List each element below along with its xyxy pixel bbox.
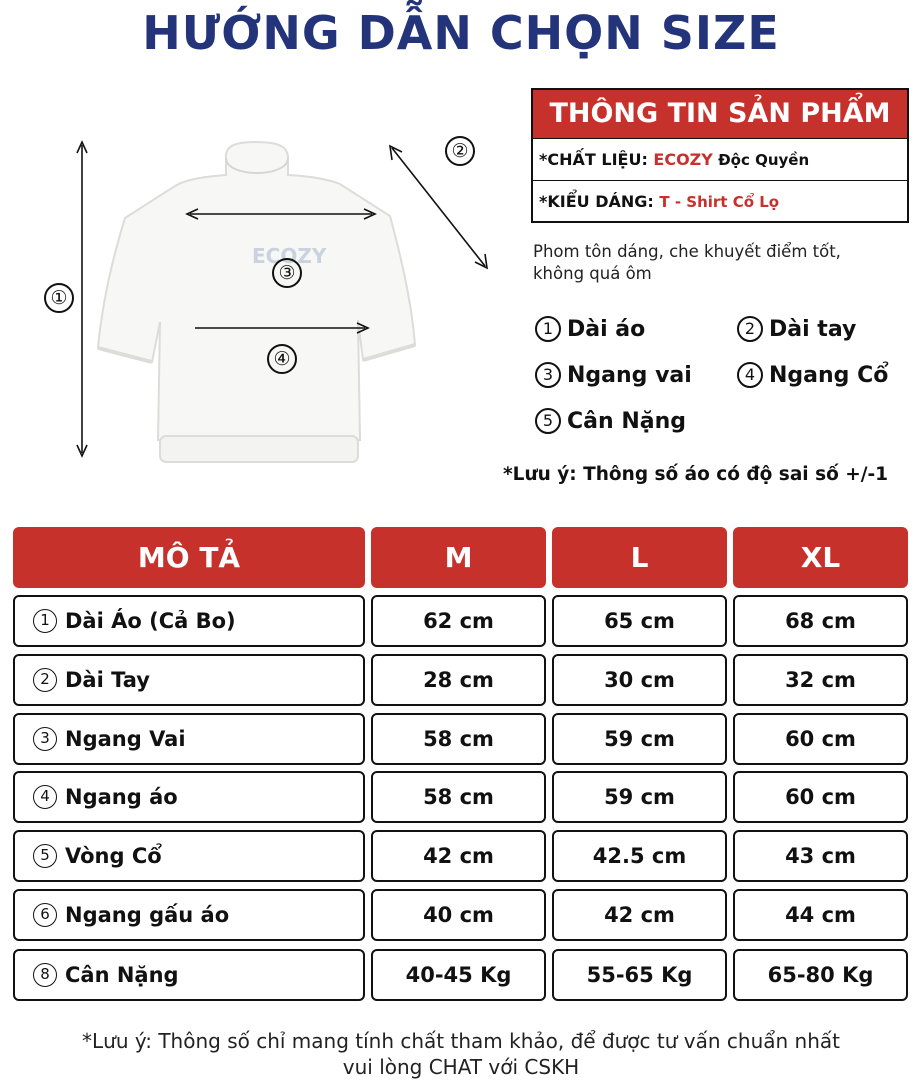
legend-item-3: 3 Ngang vai: [535, 362, 692, 388]
legend-item-5: 5 Cân Nặng: [535, 408, 686, 434]
shirt-logo: ECOZY: [252, 244, 327, 268]
size-value-cell: 59 cm: [552, 713, 727, 765]
size-value-cell: 43 cm: [733, 830, 908, 882]
header-description: MÔ TẢ: [13, 527, 365, 588]
legend-item-4: 4 Ngang Cổ: [737, 362, 888, 388]
row-number-icon: 1: [33, 609, 57, 633]
row-number-icon: 6: [33, 903, 57, 927]
material-suffix: Độc Quyền: [712, 151, 810, 169]
marker-1: ①: [44, 283, 74, 313]
row-label: [13, 654, 365, 706]
material-row: [533, 138, 907, 180]
size-value-cell: 40-45 Kg: [371, 949, 546, 1001]
row-label-text: Cân Nặng: [65, 963, 179, 987]
row-number-icon: 3: [33, 727, 57, 751]
style-row: [533, 180, 907, 222]
product-info-box: [531, 88, 909, 223]
header-size-xl: XL: [733, 527, 908, 588]
size-value-cell: 28 cm: [371, 654, 546, 706]
row-label: [13, 595, 365, 647]
style-label: *KIỂU DÁNG:: [539, 192, 660, 211]
tolerance-note: *Lưu ý: Thông số áo có độ sai số +/-1: [503, 464, 889, 485]
row-label-text: Dài Tay: [65, 668, 150, 692]
size-value-cell: 44 cm: [733, 889, 908, 941]
row-number-icon: 4: [33, 785, 57, 809]
size-value-cell: 40 cm: [371, 889, 546, 941]
row-label: [13, 889, 365, 941]
marker-4: ④: [267, 344, 297, 374]
header-size-m: M: [371, 527, 546, 588]
size-value-cell: 42 cm: [552, 889, 727, 941]
size-value-cell: 32 cm: [733, 654, 908, 706]
size-value-cell: 42.5 cm: [552, 830, 727, 882]
shirt-illustration: [30, 120, 500, 480]
material-brand: ECOZY: [653, 150, 713, 169]
product-info-heading: THÔNG TIN SẢN PHẨM: [533, 90, 907, 138]
tshirt-image: [30, 120, 500, 480]
size-value-cell: 60 cm: [733, 771, 908, 823]
legend-item-2: 2 Dài tay: [737, 316, 856, 342]
header-size-l: L: [552, 527, 727, 588]
row-label: [13, 771, 365, 823]
size-value-cell: 60 cm: [733, 713, 908, 765]
product-description: Phom tôn dáng, che khuyết điểm tốt, không quá ôm: [533, 242, 841, 283]
row-label-text: Dài Áo (Cả Bo): [65, 609, 236, 633]
marker-2: ②: [445, 136, 475, 166]
size-value-cell: 65 cm: [552, 595, 727, 647]
size-value-cell: 58 cm: [371, 713, 546, 765]
size-value-cell: 42 cm: [371, 830, 546, 882]
size-value-cell: 62 cm: [371, 595, 546, 647]
material-label: *CHẤT LIỆU:: [539, 150, 654, 169]
row-label-text: Vòng Cổ: [65, 844, 162, 868]
row-label: [13, 713, 365, 765]
row-label-text: Ngang gấu áo: [65, 903, 230, 927]
row-number-icon: 2: [33, 668, 57, 692]
size-value-cell: 58 cm: [371, 771, 546, 823]
page-title: HƯỚNG DẪN CHỌN SIZE: [142, 6, 780, 60]
row-number-icon: 5: [33, 844, 57, 868]
footer-note-line1: *Lưu ý: Thông số chỉ mang tính chất tham khảo, để được tư vấn chuẩn nhất: [82, 1029, 840, 1053]
footer-note-line2: vui lòng CHAT với CSKH: [342, 1055, 580, 1079]
size-value-cell: 59 cm: [552, 771, 727, 823]
row-label: [13, 949, 365, 1001]
size-value-cell: 55-65 Kg: [552, 949, 727, 1001]
row-number-icon: 8: [33, 963, 57, 987]
size-value-cell: 68 cm: [733, 595, 908, 647]
legend-item-1: 1 Dài áo: [535, 316, 645, 342]
style-value: T - Shirt Cổ Lọ: [659, 193, 780, 211]
footer-note: [0, 1028, 922, 1080]
row-label: [13, 830, 365, 882]
row-label-text: Ngang áo: [65, 785, 178, 809]
marker-3: ③: [272, 258, 302, 288]
size-value-cell: 30 cm: [552, 654, 727, 706]
size-value-cell: 65-80 Kg: [733, 949, 908, 1001]
row-label-text: Ngang Vai: [65, 727, 186, 751]
